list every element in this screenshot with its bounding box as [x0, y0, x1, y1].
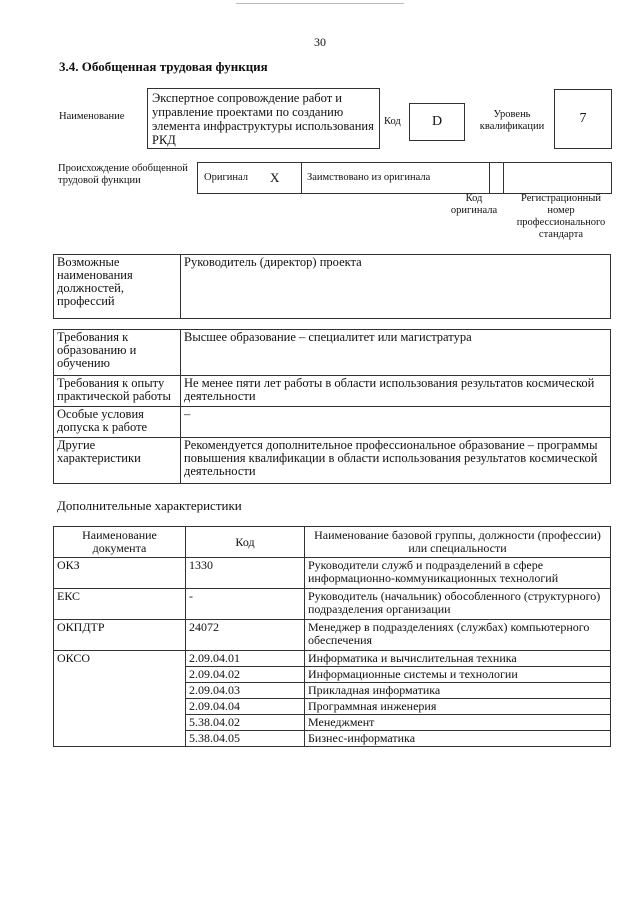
requirement-value: Рекомендуется дополнительное профессиональное образование – программы повышения квалификации в области использования результатов космической деятельности	[181, 438, 611, 484]
page-number: 30	[314, 35, 326, 49]
code-original-cell	[490, 163, 504, 193]
code-cell: 5.38.04.02	[186, 715, 305, 731]
scan-top-line	[236, 3, 404, 4]
table-header-row	[54, 527, 611, 558]
header-doc: Наименование документа	[54, 527, 186, 558]
positions-value: Руководитель (директор) проекта	[181, 255, 611, 319]
requirement-value: Высшее образование – специалитет или магистратура	[181, 330, 611, 376]
doc-cell: ОКСО	[54, 651, 186, 747]
borrowed-label: Заимствовано из оригинала	[302, 163, 490, 193]
doc-cell: ОКПДТР	[54, 620, 186, 651]
table-row	[54, 651, 611, 667]
name-cell: Прикладная информатика	[305, 683, 611, 699]
requirement-label: Другие характеристики	[54, 438, 181, 484]
header-code: Код	[186, 527, 305, 558]
origin-label: Происхождение обобщенной трудовой функции	[58, 163, 188, 186]
table-row	[54, 620, 611, 651]
code-cell: 2.09.04.01	[186, 651, 305, 667]
table-row	[54, 438, 611, 484]
name-cell: Менеджмент	[305, 715, 611, 731]
name-label: Наименование	[59, 111, 125, 122]
doc-cell: ОКЗ	[54, 558, 186, 589]
requirement-label: Требования к образованию и обучению	[54, 330, 181, 376]
positions-label: Возможные наименования должностей, профессий	[54, 255, 181, 319]
requirement-label: Требования к опыту практической работы	[54, 376, 181, 407]
function-code-box: D	[409, 103, 465, 141]
name-cell: Информатика и вычислительная техника	[305, 651, 611, 667]
requirements-table	[53, 329, 611, 484]
function-name-box: Экспертное сопровождение работ и управление проектами по созданию элемента инфраструктуры использования РКД	[147, 88, 380, 149]
positions-table	[53, 254, 611, 319]
code-label: Код	[384, 116, 401, 127]
table-row	[54, 589, 611, 620]
table-row	[54, 407, 611, 438]
positions-row	[54, 255, 611, 319]
name-cell: Менеджер в подразделениях (службах) компьютерного обеспечения	[305, 620, 611, 651]
original-label: Оригинал	[204, 172, 248, 183]
code-cell: 2.09.04.03	[186, 683, 305, 699]
requirement-label: Особые условия допуска к работе	[54, 407, 181, 438]
additional-table	[53, 526, 611, 747]
requirement-value: Не менее пяти лет работы в области использования результатов космической деятельности	[181, 376, 611, 407]
table-row	[54, 376, 611, 407]
reg-number-caption: Регистрационный номер профессионального стандарта	[516, 193, 606, 240]
table-row	[54, 330, 611, 376]
code-cell: 2.09.04.02	[186, 667, 305, 683]
code-cell: -	[186, 589, 305, 620]
original-mark: X	[258, 163, 302, 193]
additional-title: Дополнительные характеристики	[57, 498, 242, 513]
name-cell: Руководитель (начальник) обособленного (структурного) подразделения организации	[305, 589, 611, 620]
name-cell: Программная инженерия	[305, 699, 611, 715]
origin-row	[197, 162, 612, 194]
code-cell: 24072	[186, 620, 305, 651]
requirement-value: –	[181, 407, 611, 438]
code-original-caption: Код оригинала	[450, 193, 498, 216]
section-title: 3.4. Обобщенная трудовая функция	[59, 59, 268, 74]
name-cell: Бизнес-информатика	[305, 731, 611, 747]
code-cell: 1330	[186, 558, 305, 589]
header-name: Наименование базовой группы, должности (профессии) или специальности	[305, 527, 611, 558]
name-cell: Руководители служб и подразделений в сфере информационно-коммуникационных технологий	[305, 558, 611, 589]
level-box: 7	[554, 89, 612, 149]
reg-number-cell	[504, 163, 611, 193]
code-cell: 2.09.04.04	[186, 699, 305, 715]
doc-cell: ЕКС	[54, 589, 186, 620]
code-cell: 5.38.04.05	[186, 731, 305, 747]
level-label: Уровень квалификации	[479, 109, 545, 132]
table-row	[54, 558, 611, 589]
name-cell: Информационные системы и технологии	[305, 667, 611, 683]
